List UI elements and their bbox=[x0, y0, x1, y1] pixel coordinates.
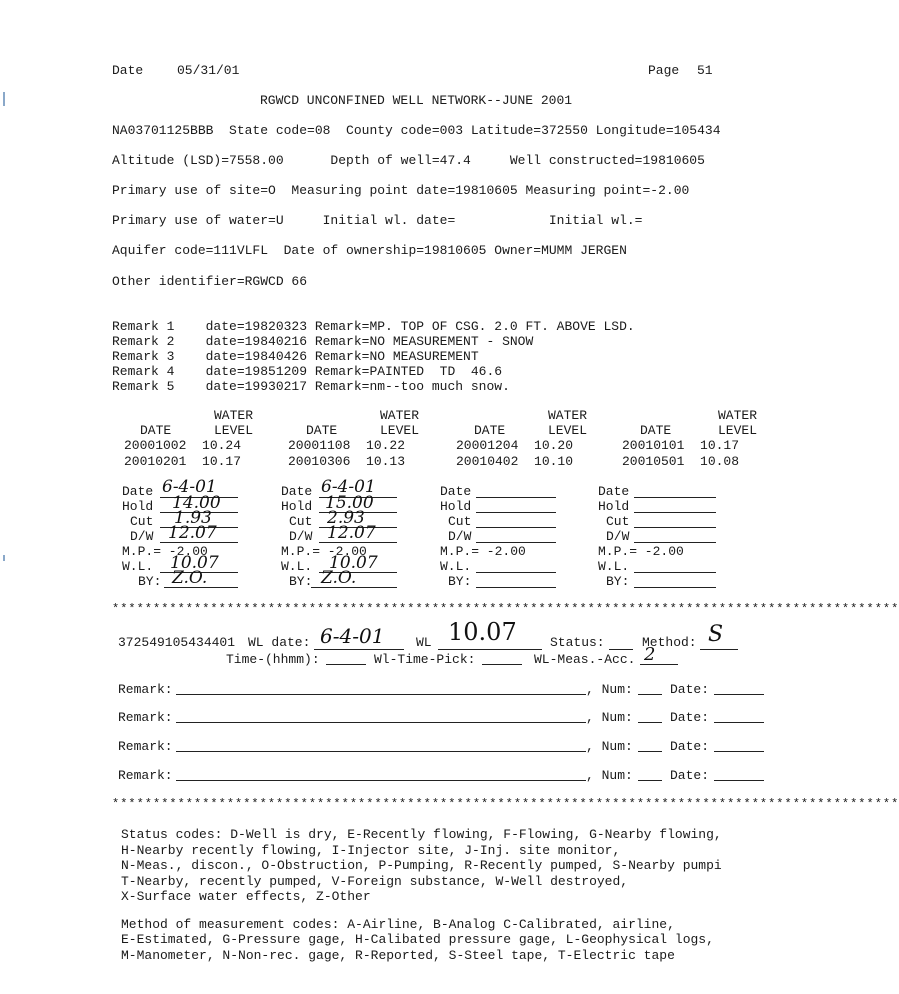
field-block bbox=[281, 477, 441, 592]
remark-entry-line bbox=[118, 682, 764, 698]
header-water: WATER bbox=[718, 408, 758, 423]
remark-date-field[interactable] bbox=[714, 780, 764, 781]
hold-value[interactable]: 15.00 bbox=[325, 493, 374, 513]
wl-label: W.L. bbox=[440, 559, 472, 574]
dw-value[interactable]: 12.07 bbox=[327, 523, 376, 543]
cut-label: Cut bbox=[289, 514, 313, 529]
cut-label: Cut bbox=[130, 514, 154, 529]
header-level: LEVEL bbox=[380, 423, 420, 438]
status-code-line: Status codes: D-Well is dry, E-Recently flowing, F-Flowing, G-Nearby flowing, bbox=[121, 827, 722, 842]
date-field[interactable] bbox=[476, 497, 556, 498]
water-level-row: 20010101 10.17 bbox=[622, 438, 740, 453]
header-level: LEVEL bbox=[548, 423, 588, 438]
page-label: Page bbox=[648, 63, 680, 78]
hold-field[interactable] bbox=[476, 512, 556, 513]
num-label: , Num: bbox=[586, 739, 633, 754]
entry-site-id: 372549105434401 bbox=[118, 635, 236, 650]
num-field[interactable] bbox=[638, 722, 662, 723]
wl-field[interactable] bbox=[476, 572, 556, 573]
cut-label: Cut bbox=[606, 514, 630, 529]
by-label: BY: bbox=[138, 574, 162, 589]
remark-row: Remark 1 date=19820323 Remark=MP. TOP OF CSG. 2.0 FT. ABOVE LSD. bbox=[112, 319, 635, 334]
num-label: , Num: bbox=[586, 682, 633, 697]
method-code-line: M-Manometer, N-Non-rec. gage, R-Reported, S-Steel tape, T-Electric tape bbox=[121, 948, 675, 963]
water-level-row: 20001204 10.20 bbox=[456, 438, 574, 453]
date-label: Date: bbox=[670, 710, 710, 725]
separator-line: ************************************************************************************************ bbox=[112, 797, 899, 811]
header-water: WATER bbox=[380, 408, 420, 423]
num-label: , Num: bbox=[586, 710, 633, 725]
status-code-line: X-Surface water effects, Z-Other bbox=[121, 889, 371, 904]
date-value[interactable]: 6-4-01 bbox=[162, 477, 217, 497]
remark-entry-field[interactable] bbox=[176, 751, 586, 752]
by-field[interactable] bbox=[634, 587, 716, 588]
header-date: DATE bbox=[474, 423, 506, 438]
water-level-row: 20010501 10.08 bbox=[622, 454, 740, 469]
water-level-row: 20001002 10.24 bbox=[124, 438, 242, 453]
by-label: BY: bbox=[606, 574, 630, 589]
acc-label: WL-Meas.-Acc. bbox=[534, 652, 636, 667]
field-block bbox=[122, 477, 282, 592]
dw-field[interactable] bbox=[634, 542, 716, 543]
remark-entry-field[interactable] bbox=[176, 694, 586, 695]
wl-value[interactable]: 10.07 bbox=[170, 553, 219, 573]
water-level-row: 20010306 10.13 bbox=[288, 454, 406, 469]
remark-date-field[interactable] bbox=[714, 694, 764, 695]
wl-label: W.L. bbox=[122, 559, 154, 574]
date-label: Date: bbox=[670, 739, 710, 754]
remark-entry-label: Remark: bbox=[118, 682, 173, 697]
date-label: Date bbox=[281, 484, 313, 499]
header-water: WATER bbox=[548, 408, 588, 423]
wl-date-value[interactable]: 6-4-01 bbox=[320, 624, 385, 648]
remark-entry-line bbox=[118, 710, 764, 726]
status-code-line: N-Meas., discon., O-Obstruction, P-Pumping, R-Recently pumped, S-Nearby pumpi bbox=[121, 858, 722, 873]
water-level-row: 20010402 10.10 bbox=[456, 454, 574, 469]
wl-value[interactable]: 10.07 bbox=[329, 553, 378, 573]
separator-line: ************************************************************************************************ bbox=[112, 602, 899, 616]
num-field[interactable] bbox=[638, 751, 662, 752]
remark-entry-field[interactable] bbox=[176, 780, 586, 781]
remark-entry-label: Remark: bbox=[118, 768, 173, 783]
remark-row: Remark 4 date=19851209 Remark=PAINTED TD 46.6 bbox=[112, 364, 503, 379]
header-level: LEVEL bbox=[718, 423, 758, 438]
site-line-1: NA03701125BBB State code=08 County code=003 Latitude=372550 Longitude=105434 bbox=[112, 123, 721, 138]
by-value[interactable]: Z.O. bbox=[321, 568, 357, 588]
num-field[interactable] bbox=[638, 780, 662, 781]
remark-entry-field[interactable] bbox=[176, 722, 586, 723]
by-field[interactable] bbox=[476, 587, 556, 588]
hold-field[interactable] bbox=[634, 512, 716, 513]
site-line-6: Other identifier=RGWCD 66 bbox=[112, 274, 308, 289]
hold-label: Hold bbox=[440, 499, 472, 514]
remark-entry-label: Remark: bbox=[118, 739, 173, 754]
time-label: Time-(hhmm): bbox=[226, 652, 320, 667]
header-level: LEVEL bbox=[214, 423, 254, 438]
site-line-4: Primary use of water=U Initial wl. date= Initial wl.= bbox=[112, 213, 643, 228]
date-label: Date bbox=[122, 484, 154, 499]
pick-field[interactable] bbox=[482, 664, 522, 665]
dw-label: D/W bbox=[448, 529, 472, 544]
wl-label: W.L. bbox=[281, 559, 313, 574]
method-label: Method: bbox=[642, 635, 697, 650]
field-block bbox=[598, 482, 758, 592]
page-title: RGWCD UNCONFINED WELL NETWORK--JUNE 2001 bbox=[260, 93, 573, 108]
acc-value[interactable]: 2 bbox=[644, 644, 656, 665]
dw-value[interactable]: 12.07 bbox=[168, 523, 217, 543]
date-field[interactable] bbox=[634, 497, 716, 498]
pick-label: Wl-Time-Pick: bbox=[374, 652, 476, 667]
remark-entry-label: Remark: bbox=[118, 710, 173, 725]
method-code-line: Method of measurement codes: A-Airline, B-Analog C-Calibrated, airline, bbox=[121, 917, 675, 932]
hold-label: Hold bbox=[281, 499, 313, 514]
scan-mark bbox=[3, 92, 5, 106]
remark-row: Remark 5 date=19930217 Remark=nm--too much snow. bbox=[112, 379, 510, 394]
num-label: , Num: bbox=[586, 768, 633, 783]
dw-field[interactable] bbox=[476, 542, 556, 543]
by-value[interactable]: Z.O. bbox=[172, 568, 208, 588]
hold-label: Hold bbox=[598, 499, 630, 514]
cut-value[interactable]: 1.93 bbox=[174, 508, 212, 528]
header-date: DATE bbox=[306, 423, 338, 438]
wl-field[interactable] bbox=[634, 572, 716, 573]
scan-mark bbox=[3, 555, 5, 561]
by-label: BY: bbox=[448, 574, 472, 589]
remark-date-field[interactable] bbox=[714, 722, 764, 723]
wl-value[interactable]: 10.07 bbox=[448, 618, 517, 646]
cut-field[interactable] bbox=[476, 527, 556, 528]
method-value[interactable]: S bbox=[708, 622, 724, 647]
status-code-line: T-Nearby, recently pumped, V-Foreign substance, W-Well destroyed, bbox=[121, 874, 629, 889]
mp-value: M.P.= -2.00 bbox=[281, 544, 367, 559]
mp-value: M.P.= -2.00 bbox=[122, 544, 208, 559]
status-code-line: H-Nearby recently flowing, I-Injector site, J-Inj. site monitor, bbox=[121, 843, 621, 858]
water-level-row: 20001108 10.22 bbox=[288, 438, 406, 453]
date-value[interactable]: 6-4-01 bbox=[321, 477, 376, 497]
wl-label: WL bbox=[416, 635, 432, 650]
field-block bbox=[440, 482, 600, 592]
cut-value[interactable]: 2.93 bbox=[327, 508, 365, 528]
header-date: DATE bbox=[140, 423, 172, 438]
header-date-value: 05/31/01 bbox=[177, 63, 240, 78]
header-date-label: Date bbox=[112, 63, 144, 78]
num-field[interactable] bbox=[638, 694, 662, 695]
remark-entry-line bbox=[118, 739, 764, 755]
dw-label: D/W bbox=[130, 529, 154, 544]
hold-label: Hold bbox=[122, 499, 154, 514]
water-level-row: 20010201 10.17 bbox=[124, 454, 242, 469]
time-field[interactable] bbox=[326, 664, 366, 665]
wl-date-label: WL date: bbox=[248, 635, 311, 650]
dw-label: D/W bbox=[289, 529, 313, 544]
page-number: 51 bbox=[697, 63, 713, 78]
cut-label: Cut bbox=[448, 514, 472, 529]
cut-field[interactable] bbox=[634, 527, 716, 528]
remark-date-field[interactable] bbox=[714, 751, 764, 752]
mp-value: M.P.= -2.00 bbox=[440, 544, 526, 559]
header-date: DATE bbox=[640, 423, 672, 438]
date-label: Date: bbox=[670, 682, 710, 697]
wl-label: W.L. bbox=[598, 559, 630, 574]
date-label: Date bbox=[440, 484, 472, 499]
site-line-5: Aquifer code=111VLFL Date of ownership=19810605 Owner=MUMM JERGEN bbox=[112, 243, 627, 258]
mp-value: M.P.= -2.00 bbox=[598, 544, 684, 559]
method-code-line: E-Estimated, G-Pressure gage, H-Calibated pressure gage, L-Geophysical logs, bbox=[121, 932, 714, 947]
status-label: Status: bbox=[550, 635, 605, 650]
remark-row: Remark 2 date=19840216 Remark=NO MEASUREMENT - SNOW bbox=[112, 334, 534, 349]
dw-label: D/W bbox=[606, 529, 630, 544]
status-field[interactable] bbox=[609, 649, 633, 650]
hold-value[interactable]: 14.00 bbox=[172, 493, 221, 513]
date-label: Date bbox=[598, 484, 630, 499]
date-label: Date: bbox=[670, 768, 710, 783]
remark-row: Remark 3 date=19840426 Remark=NO MEASUREMENT bbox=[112, 349, 479, 364]
site-line-2: Altitude (LSD)=7558.00 Depth of well=47.4 Well constructed=19810605 bbox=[112, 153, 705, 168]
remark-entry-line bbox=[118, 768, 764, 784]
site-line-3: Primary use of site=O Measuring point date=19810605 Measuring point=-2.00 bbox=[112, 183, 690, 198]
header-water: WATER bbox=[214, 408, 254, 423]
by-label: BY: bbox=[289, 574, 313, 589]
